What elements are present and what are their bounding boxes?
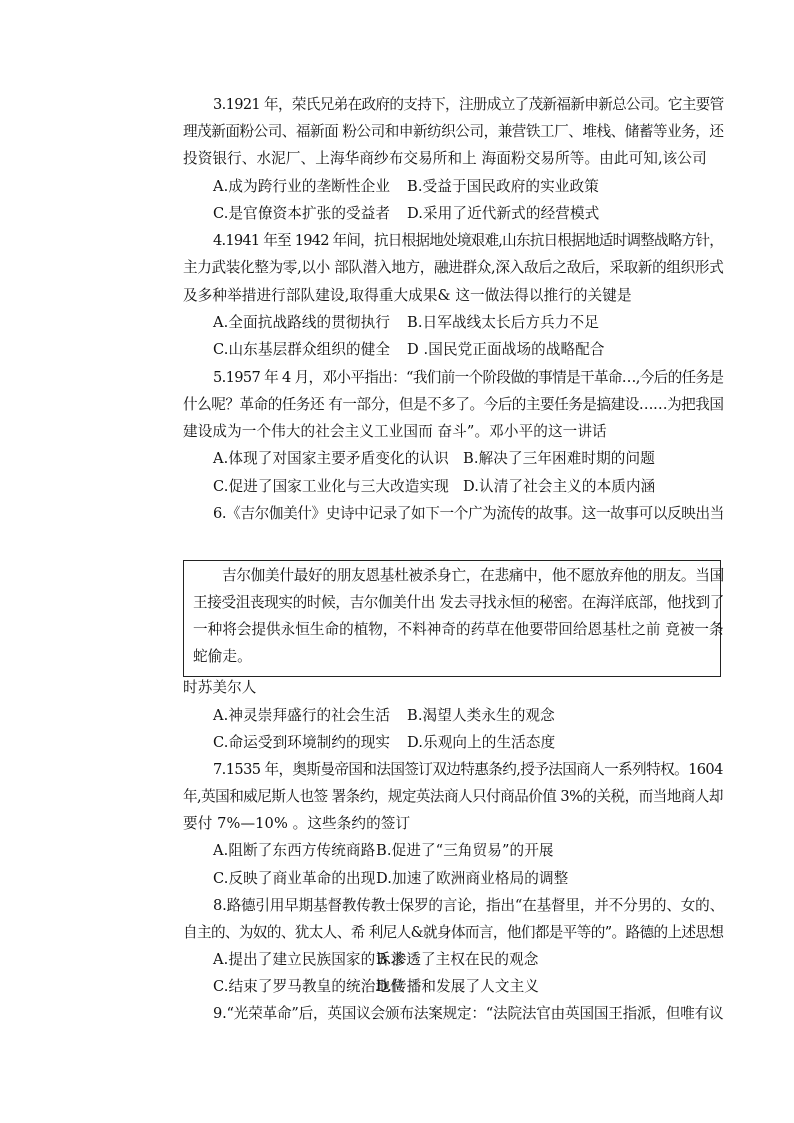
q4-option-b: B.日军战线太长后方兵力不足	[407, 314, 599, 331]
q3-option-c: C.是官僚资本扩张的受益者	[213, 205, 391, 222]
q5-option-c: C.促进了国家工业化与三大改造实现	[213, 478, 449, 495]
q5-stem-line1: 5.1957 年 4 月，邓小平指出：“我们前一个阶段做的事情是干革命…,今后的任务是	[213, 369, 724, 386]
q8-option-a: A.提出了建立民族国家的诉求	[213, 951, 405, 968]
q7-stem-line2: 年,英国和威尼斯人也签 署条约，规定英法商人只付商品价值 3%的关税，而当地商人却	[183, 788, 723, 805]
q4-stem-line1: 4.1941 年至 1942 年间，抗日根据地处境艰难,山东抗日根据地适时调整战略方针，	[213, 232, 724, 249]
q6-option-b: B.渴望人类永生的观念	[407, 707, 555, 724]
q7-option-b: B.促进了“三角贸易”的开展	[376, 842, 554, 859]
q3-stem-line3: 投资银行、水泥厂、上海华商纱布交易所和上 海面粉交易所等。由此可知,该公司	[183, 150, 707, 167]
q5-stem-line3: 建设成为一个伟大的社会主义工业国而 奋斗”。邓小平的这一讲话	[183, 423, 607, 440]
q7-stem-line1: 7.1535 年，奥斯曼帝国和法国签订双边特惠条约,授予法国商人一系列特权。1604	[213, 761, 723, 778]
q8-option-d: D.传播和发展了人文主义	[376, 978, 539, 995]
q3-option-a: A.成为跨行业的垄断性企业	[213, 178, 391, 195]
q6-option-a: A.神灵崇拜盛行的社会生活	[213, 707, 391, 724]
q6-passage-line1: 吉尔伽美什最好的朋友恩基杜被杀身亡，在悲痛中，他不愿放弃他的朋友。当国	[222, 567, 724, 584]
q8-stem-line1: 8.路德引用早期基督教传教士保罗的言论，指出“在基督里，并不分男的、女的、	[213, 897, 724, 914]
q3-stem-line2: 理茂新面粉公司、福新面 粉公司和申新纺织公司，兼营铁工厂、堆栈、储蓄等业务，还	[183, 123, 724, 140]
q6-stem-line2: 时苏美尔人	[183, 679, 257, 696]
q4-option-a: A.全面抗战路线的贯彻执行	[213, 314, 391, 331]
q3-stem-line1: 3.1921 年，荣氏兄弟在政府的支持下，注册成立了茂新福新申新总公司。它主要管	[213, 96, 724, 113]
q5-option-b: B.解决了三年困难时期的问题	[463, 450, 655, 467]
q6-stem-line1: 6.《吉尔伽美什》史诗中记录了如下一个广为流传的故事。这一故事可以反映出当	[213, 505, 724, 522]
q4-stem-line2: 主力武装化整为零,以小 部队潜入地方，融进群众,深入敌后之敌后，采取新的组织形式	[183, 259, 724, 276]
q8-stem-line2: 自主的、为奴的、犹太人、希 利尼人&就身体而言，他们都是平等的”。路德的上述思想	[183, 924, 724, 941]
q4-stem-line3: 及多种举措进行部队建设,取得重大成果& 这一做法得以推行的关键是	[183, 287, 632, 304]
q4-option-c: C.山东基层群众组织的健全	[213, 341, 391, 358]
q5-option-d: D.认清了社会主义的本质内涵	[463, 478, 656, 495]
q7-option-d: D.加速了欧洲商业格局的调整	[376, 870, 569, 887]
q5-option-a: A.体现了对国家主要矛盾变化的认识	[213, 450, 449, 467]
q7-stem-line3: 要付 7%—10% 。这些条约的签订	[183, 815, 411, 832]
q6-option-c: C.命运受到环境制约的现实	[213, 734, 391, 751]
q9-stem-line1: 9.“光荣革命”后，英国议会颁布法案规定：“法院法官由英国国王指派，但唯有议	[213, 1005, 724, 1022]
q6-passage-line4: 蛇偷走。	[193, 648, 252, 665]
q5-stem-line2: 什么呢？革命的任务还 有一部分，但是不多了。今后的主要任务是搞建设……为把我国	[183, 396, 724, 413]
q6-passage-line2: 王接受沮丧现实的时候，吉尔伽美什出 发去寻找永恒的秘密。在海洋底部，他找到了	[193, 594, 724, 611]
q6-option-d: D.乐观向上的生活态度	[407, 734, 556, 751]
q6-passage-line3: 一种将会提供永恒生命的植物，不料神奇的药草在他要带回给恩基杜之前 竟被一条	[193, 621, 724, 638]
q4-option-d: D .国民党正面战场的战略配合	[407, 341, 605, 358]
q3-option-d: D.采用了近代新式的经营模式	[407, 205, 600, 222]
q3-option-b: B.受益于国民政府的实业政策	[407, 178, 599, 195]
q8-option-c: C.结束了罗马教皇的统治地位	[213, 978, 405, 995]
q7-option-c: C.反映了商业革命的出现	[213, 870, 376, 887]
q7-option-a: A.阻断了东西方传统商路	[213, 842, 376, 859]
q8-option-b: B.渗透了主权在民的观念	[376, 951, 539, 968]
